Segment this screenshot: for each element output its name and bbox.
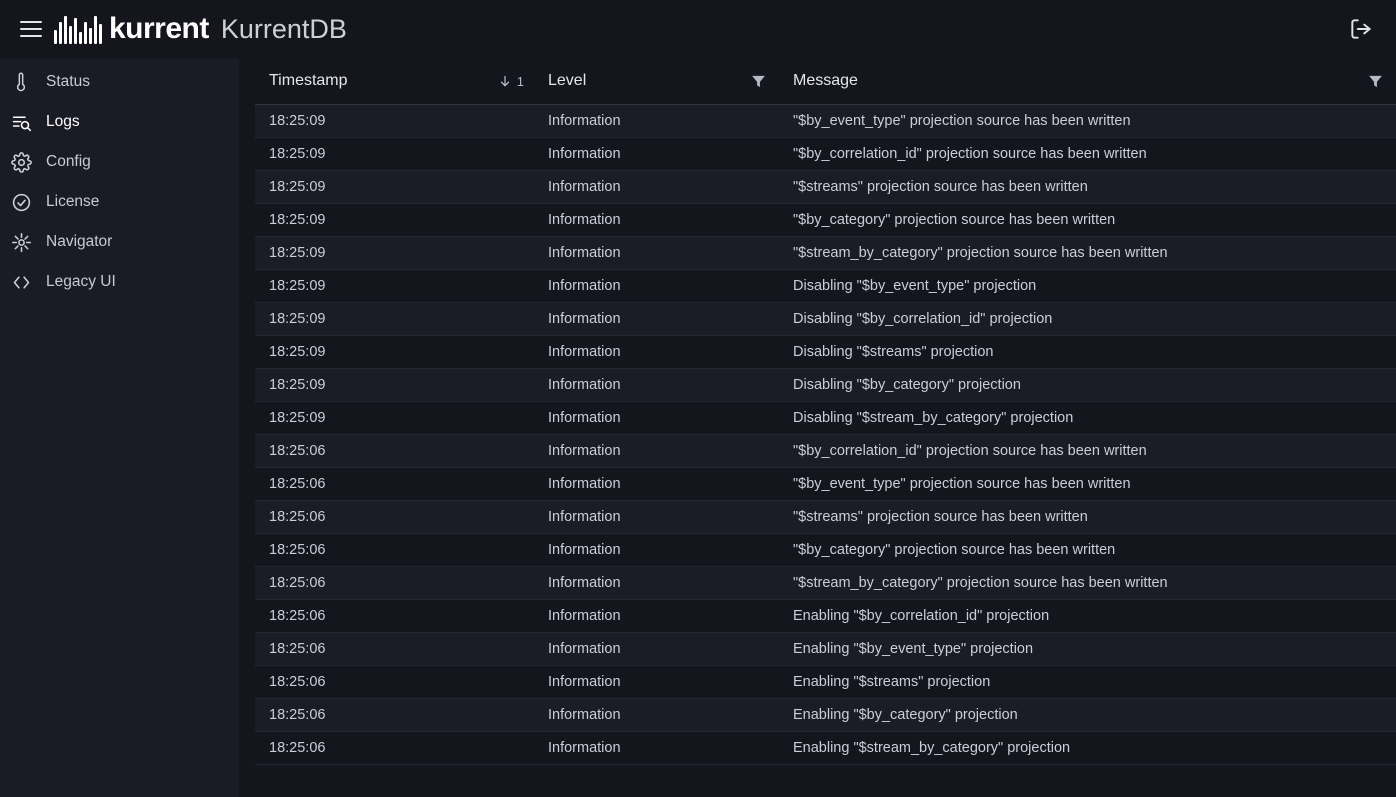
body-wrapper bbox=[0, 58, 1396, 797]
sidebar-item-legacy-ui[interactable] bbox=[0, 262, 239, 302]
cell-timestamp: 18:25:09 bbox=[255, 303, 534, 336]
arrow-down-icon bbox=[498, 74, 512, 88]
top-bar bbox=[0, 0, 1396, 58]
logs-panel bbox=[239, 58, 1396, 797]
kurrent-logo-icon bbox=[54, 14, 102, 44]
table-row[interactable] bbox=[255, 138, 1396, 171]
cell-timestamp: 18:25:09 bbox=[255, 138, 534, 171]
cell-message: Disabling "$by_category" projection bbox=[779, 369, 1396, 402]
hamburger-icon[interactable] bbox=[14, 12, 48, 46]
cell-level: Information bbox=[534, 534, 779, 567]
table-row[interactable] bbox=[255, 402, 1396, 435]
cell-level: Information bbox=[534, 633, 779, 666]
gear-icon bbox=[8, 149, 34, 175]
cell-timestamp: 18:25:06 bbox=[255, 600, 534, 633]
cell-level: Information bbox=[534, 270, 779, 303]
cell-level: Information bbox=[534, 501, 779, 534]
logs-table-header bbox=[255, 58, 1396, 105]
column-header-level[interactable] bbox=[534, 58, 779, 105]
cell-message: "$by_event_type" projection source has been written bbox=[779, 468, 1396, 501]
cell-level: Information bbox=[534, 369, 779, 402]
cell-message: "$streams" projection source has been written bbox=[779, 501, 1396, 534]
cell-timestamp: 18:25:09 bbox=[255, 369, 534, 402]
table-row[interactable] bbox=[255, 732, 1396, 765]
cell-message: "$by_correlation_id" projection source has been written bbox=[779, 435, 1396, 468]
cell-message: Disabling "$by_correlation_id" projection bbox=[779, 303, 1396, 336]
cell-level: Information bbox=[534, 402, 779, 435]
cell-timestamp: 18:25:06 bbox=[255, 732, 534, 765]
table-row[interactable] bbox=[255, 600, 1396, 633]
table-row[interactable] bbox=[255, 666, 1396, 699]
cell-level: Information bbox=[534, 138, 779, 171]
cell-level: Information bbox=[534, 600, 779, 633]
sidebar-item-navigator[interactable] bbox=[0, 222, 239, 262]
filter-icon[interactable] bbox=[1367, 73, 1384, 90]
cell-timestamp: 18:25:09 bbox=[255, 204, 534, 237]
cell-message: Enabling "$stream_by_category" projection bbox=[779, 732, 1396, 765]
table-row[interactable] bbox=[255, 237, 1396, 270]
cell-timestamp: 18:25:06 bbox=[255, 435, 534, 468]
code-brackets-icon bbox=[8, 269, 34, 295]
cell-message: Enabling "$by_category" projection bbox=[779, 699, 1396, 732]
table-row[interactable] bbox=[255, 336, 1396, 369]
sidebar-item-logs[interactable] bbox=[0, 102, 239, 142]
column-header-timestamp[interactable] bbox=[255, 58, 534, 105]
logs-table bbox=[255, 58, 1396, 765]
sidebar-item-status[interactable] bbox=[0, 62, 239, 102]
sidebar-item-label: Logs bbox=[46, 113, 80, 131]
logs-table-body bbox=[255, 105, 1396, 765]
table-row[interactable] bbox=[255, 435, 1396, 468]
sidebar-item-label: License bbox=[46, 193, 100, 211]
cell-level: Information bbox=[534, 732, 779, 765]
cell-message: "$by_category" projection source has been written bbox=[779, 534, 1396, 567]
cell-timestamp: 18:25:06 bbox=[255, 468, 534, 501]
sidebar-item-label: Status bbox=[46, 73, 90, 91]
cell-message: "$streams" projection source has been written bbox=[779, 171, 1396, 204]
sidebar-item-label: Legacy UI bbox=[46, 273, 116, 291]
cell-message: "$stream_by_category" projection source has been written bbox=[779, 567, 1396, 600]
table-row[interactable] bbox=[255, 534, 1396, 567]
sort-indicator-timestamp[interactable] bbox=[498, 74, 524, 89]
cell-level: Information bbox=[534, 204, 779, 237]
sidebar-item-label: Config bbox=[46, 153, 91, 171]
cell-message: Disabling "$streams" projection bbox=[779, 336, 1396, 369]
table-row[interactable] bbox=[255, 468, 1396, 501]
column-label-timestamp: Timestamp bbox=[269, 72, 348, 89]
cell-message: "$by_event_type" projection source has been written bbox=[779, 105, 1396, 138]
cell-timestamp: 18:25:09 bbox=[255, 270, 534, 303]
cell-message: "$by_category" projection source has been written bbox=[779, 204, 1396, 237]
thermometer-icon bbox=[8, 69, 34, 95]
brand bbox=[54, 14, 347, 44]
cell-timestamp: 18:25:09 bbox=[255, 336, 534, 369]
cell-timestamp: 18:25:06 bbox=[255, 567, 534, 600]
compass-icon bbox=[8, 229, 34, 255]
table-row[interactable] bbox=[255, 369, 1396, 402]
cell-timestamp: 18:25:06 bbox=[255, 633, 534, 666]
cell-level: Information bbox=[534, 435, 779, 468]
cell-message: Enabling "$streams" projection bbox=[779, 666, 1396, 699]
cell-timestamp: 18:25:09 bbox=[255, 171, 534, 204]
cell-timestamp: 18:25:09 bbox=[255, 402, 534, 435]
check-badge-icon bbox=[8, 189, 34, 215]
cell-timestamp: 18:25:09 bbox=[255, 237, 534, 270]
cell-level: Information bbox=[534, 567, 779, 600]
cell-level: Information bbox=[534, 699, 779, 732]
cell-level: Information bbox=[534, 171, 779, 204]
column-header-message[interactable] bbox=[779, 58, 1396, 105]
table-row[interactable] bbox=[255, 105, 1396, 138]
product-name: KurrentDB bbox=[220, 13, 347, 44]
table-row[interactable] bbox=[255, 699, 1396, 732]
cell-level: Information bbox=[534, 237, 779, 270]
filter-icon[interactable] bbox=[750, 73, 767, 90]
table-row[interactable] bbox=[255, 567, 1396, 600]
table-row[interactable] bbox=[255, 171, 1396, 204]
table-row[interactable] bbox=[255, 270, 1396, 303]
table-row[interactable] bbox=[255, 204, 1396, 237]
cell-message: "$stream_by_category" projection source has been written bbox=[779, 237, 1396, 270]
cell-message: "$by_correlation_id" projection source has been written bbox=[779, 138, 1396, 171]
cell-level: Information bbox=[534, 468, 779, 501]
column-label-message: Message bbox=[793, 72, 858, 89]
cell-message: Disabling "$stream_by_category" projection bbox=[779, 402, 1396, 435]
cell-level: Information bbox=[534, 303, 779, 336]
cell-message: Enabling "$by_correlation_id" projection bbox=[779, 600, 1396, 633]
sort-order-badge: 1 bbox=[516, 73, 524, 89]
cell-timestamp: 18:25:06 bbox=[255, 534, 534, 567]
cell-level: Information bbox=[534, 666, 779, 699]
table-row[interactable] bbox=[255, 303, 1396, 336]
table-row[interactable] bbox=[255, 633, 1396, 666]
column-label-level: Level bbox=[548, 72, 587, 89]
sidebar-item-license[interactable] bbox=[0, 182, 239, 222]
table-header-row bbox=[255, 58, 1396, 105]
cell-level: Information bbox=[534, 105, 779, 138]
cell-message: Disabling "$by_event_type" projection bbox=[779, 270, 1396, 303]
cell-message: Enabling "$by_event_type" projection bbox=[779, 633, 1396, 666]
cell-level: Information bbox=[534, 336, 779, 369]
table-row[interactable] bbox=[255, 501, 1396, 534]
sidebar bbox=[0, 58, 239, 797]
logout-icon[interactable] bbox=[1344, 12, 1378, 46]
cell-timestamp: 18:25:06 bbox=[255, 666, 534, 699]
sidebar-item-config[interactable] bbox=[0, 142, 239, 182]
log-search-icon bbox=[8, 109, 34, 135]
cell-timestamp: 18:25:09 bbox=[255, 105, 534, 138]
brand-name: kurrent bbox=[109, 12, 209, 45]
sidebar-item-label: Navigator bbox=[46, 233, 113, 251]
cell-timestamp: 18:25:06 bbox=[255, 699, 534, 732]
cell-timestamp: 18:25:06 bbox=[255, 501, 534, 534]
